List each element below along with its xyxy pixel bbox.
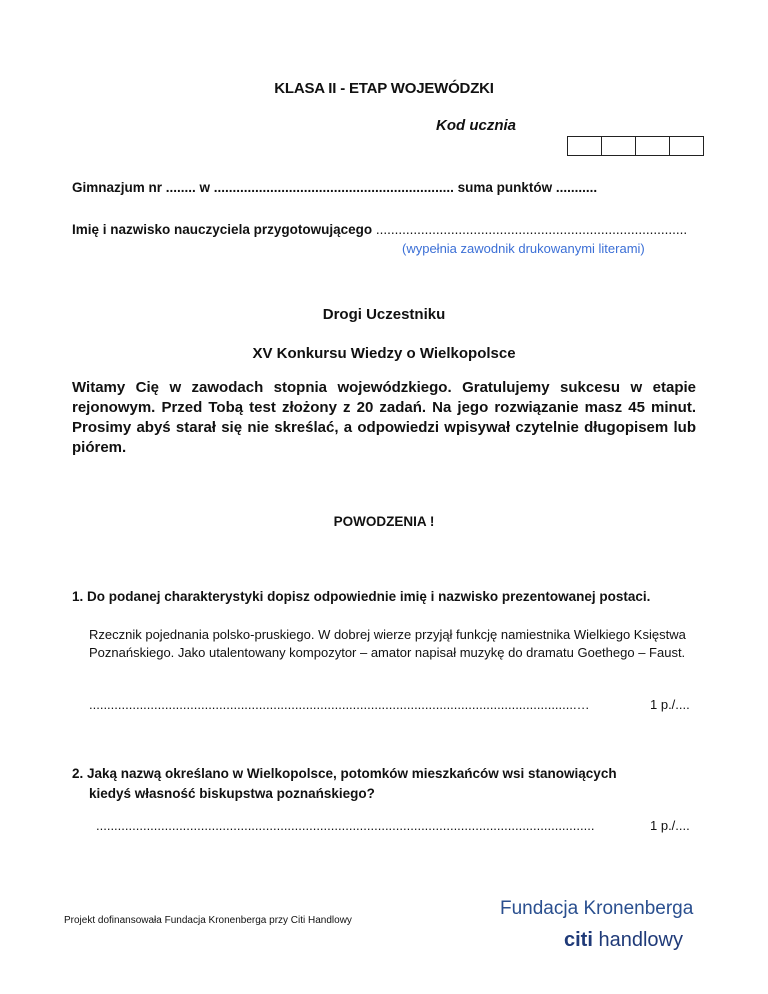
student-code-box[interactable]: [602, 137, 636, 155]
student-code-boxes: [567, 136, 704, 156]
question-1-body: Rzecznik pojednania polsko-pruskiego. W dobrej wierze przyjął funkcję namiestnika Wielkiego Księstwa Poznańskiego. Jako utalentowany kompozytor – amator napisał muzykę do dramatu Goethego – Faust.: [89, 627, 686, 660]
greeting-heading: Drogi Uczestniku: [322, 306, 446, 323]
sponsor-logo: [500, 898, 696, 956]
teacher-name-dots: ...................................................................................: [372, 222, 688, 237]
intro-paragraph: Witamy Cię w zawodach stopnia wojewódzkiego. Gratulujemy sukcesu w etapie rejonowym. Przed Tobą test złożony z 20 zadań. Na jego rozwiązanie masz 45 minut. Prosimy abyś starał się nie skreślać, a odpowiedzi wpisywał czytelnie długopisem lub piórem.: [72, 379, 696, 456]
teacher-name-line: [72, 222, 687, 237]
fill-hint: (wypełnia zawodnik drukowanymi literami): [402, 241, 645, 256]
question-2-text: [72, 764, 617, 804]
logo-citi: citi: [564, 929, 593, 951]
question-1-points: 1 p./....: [650, 697, 690, 712]
page-title: KLASA II - ETAP WOJEWÓDZKI: [274, 80, 494, 97]
logo-foundation-name: Fundacja Kronenberga: [500, 898, 694, 919]
question-2-points: 1 p./....: [650, 818, 690, 833]
question-2-line-1: 2. Jaką nazwą określano w Wielkopolsce, potomków mieszkańców wsi stanowiących: [72, 766, 617, 781]
contest-name: XV Konkursu Wiedzy o Wielkopolsce: [252, 345, 516, 362]
school-points-line: Gimnazjum nr ........ w ................................................................ suma punktów ...........: [72, 180, 598, 195]
footer-text: Projekt dofinansowała Fundacja Kronenberga przy Citi Handlowy: [64, 915, 352, 926]
question-1-answer-line[interactable]: .......................................................................................................................................…: [89, 697, 590, 712]
logo-bank-name: [564, 929, 683, 952]
question-2-answer-line[interactable]: ..........................................................................................................................................: [96, 818, 595, 833]
teacher-name-label: Imię i nazwisko nauczyciela przygotowującego: [72, 222, 373, 237]
good-luck-text: POWODZENIA !: [333, 514, 435, 529]
logo-handlowy: handlowy: [592, 929, 683, 951]
question-1-text: 1. Do podanej charakterystyki dopisz odpowiednie imię i nazwisko prezentowanej postaci.: [72, 589, 651, 604]
student-code-box[interactable]: [670, 137, 703, 155]
student-code-label: Kod ucznia: [436, 117, 517, 134]
question-2-line-2: kiedyś własność biskupstwa poznańskiego?: [89, 786, 375, 801]
student-code-box[interactable]: [636, 137, 670, 155]
student-code-box[interactable]: [568, 137, 602, 155]
